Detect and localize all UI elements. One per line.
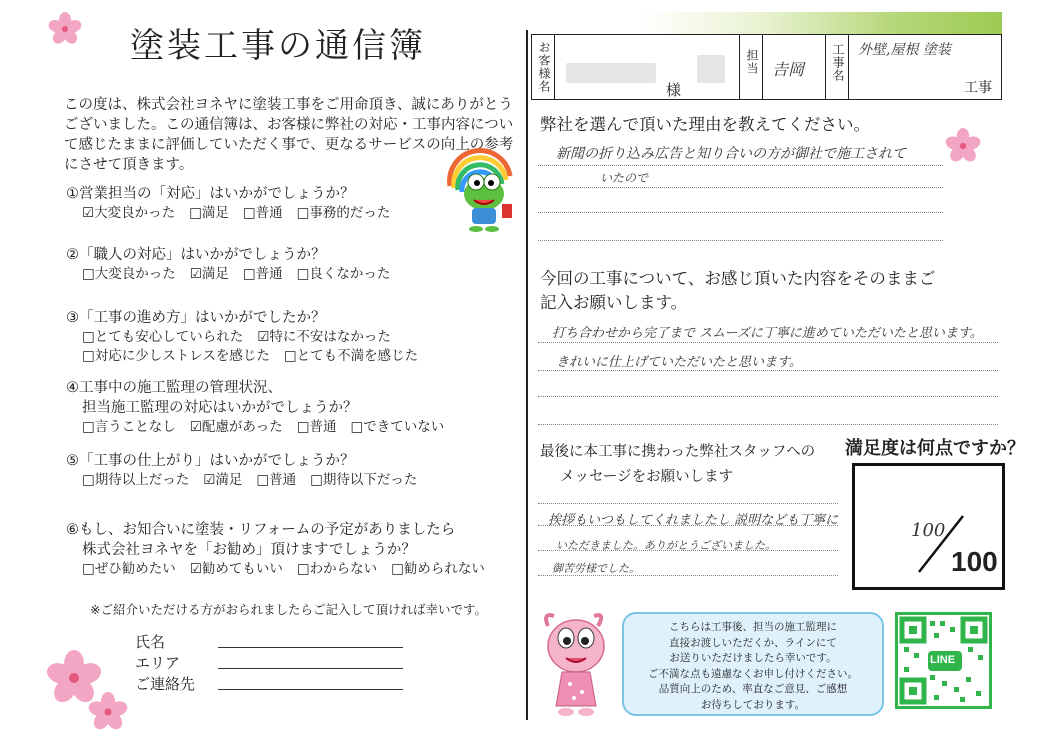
column-divider	[526, 30, 528, 720]
work-suffix: 工事	[964, 80, 992, 96]
contact-field[interactable]	[218, 689, 403, 690]
staff-message-line1: 挨拶もいつもしてくれましたし 説明なども丁寧に	[548, 513, 839, 528]
option-q6-3[interactable]: □わからない	[296, 561, 378, 577]
bubble-line: 直接お渡しいただくか、ラインにて	[669, 636, 837, 649]
question-3: ③「工事の進め方」はいかがでしたか？	[66, 310, 326, 326]
line-qr-code[interactable]	[895, 612, 992, 709]
option-q1-2[interactable]: □満足	[189, 205, 229, 221]
bubble-line: お送りいただけましたら幸いです。	[669, 652, 837, 664]
referral-note: ※ご紹介いただける方がおられましたらご記入して頂ければ幸いです。	[90, 602, 487, 617]
bubble-line: お待ちしております。	[700, 698, 806, 711]
score-max: 100	[951, 546, 998, 577]
intro-text: この度は、株式会社ヨネヤに塗装工事をご用命頂き、誠にありがとうございました。この通信簿は、お客様に弊社の対応・工事内容について感じたままに評価していただく事で、更なるサービスの向上の参考にさせて頂きます。	[64, 97, 514, 173]
bubble-line: 品質向上のため、率直なご意見、ご感想	[658, 683, 848, 695]
header-table	[531, 34, 1002, 100]
option-q3-4[interactable]: □とても不満を感じた	[283, 348, 419, 364]
impression-question-line2: 記入お願いします。	[540, 293, 688, 312]
score-box	[852, 463, 1005, 590]
area-field[interactable]	[218, 668, 403, 669]
option-q5-2[interactable]: ☑満足	[203, 472, 243, 488]
question-4: ④工事中の施工監理の管理状況、	[66, 380, 282, 396]
option-q4-2[interactable]: ☑配慮があった	[189, 419, 283, 435]
staff-message-question-line1: 最後に本工事に携わった弊社スタッフへの	[540, 444, 816, 460]
qr-line-label: LINE	[930, 654, 956, 666]
option-q4-3[interactable]: □普通	[296, 419, 337, 435]
question-6-line2: 株式会社ヨネヤを「お勧め」頂けますでしょうか？	[82, 542, 416, 558]
bubble-line: ご不満な点も遠慮なくお申し付けください。	[648, 667, 858, 680]
message-bubble	[622, 612, 884, 716]
sakura-flower-icon	[945, 128, 981, 164]
question-4-line2: 担当施工監理の対応はいかがでしょうか？	[82, 400, 358, 416]
reason-question: 弊社を選んで頂いた理由を教えてください。	[540, 115, 870, 134]
option-q3-1[interactable]: □とても安心していられた	[82, 329, 244, 345]
question-2: ②「職人の対応」はいかがでしょうか？	[66, 247, 326, 263]
option-q1-1[interactable]: ☑大変良かった	[82, 205, 176, 221]
option-q6-1[interactable]: □ぜひ勧めたい	[82, 561, 176, 577]
option-q2-2[interactable]: ☑満足	[189, 266, 229, 282]
area-label: エリア	[135, 654, 181, 672]
option-q2-1[interactable]: □大変良かった	[82, 266, 176, 282]
customer-name-blurred	[697, 55, 725, 83]
staff-message-question-line2: メッセージをお願いします	[560, 469, 734, 485]
page-title: 塗装工事の通信簿	[130, 26, 426, 66]
impression-answer-line2: きれいに仕上げていただいたと思います。	[556, 355, 802, 370]
name-field[interactable]	[218, 647, 403, 648]
reason-answer-line1: 新聞の折り込み広告と知り合いの方が御社で施工されて	[556, 146, 906, 162]
work-label: 工事名	[831, 43, 845, 82]
staff-message-line2: いただきました。ありがとうございました。	[556, 539, 776, 552]
option-q6-4[interactable]: □勧められない	[391, 561, 485, 577]
impression-answer-line1: 打ち合わせから完了まで スムーズに丁寧に進めていただいたと思います。	[552, 326, 983, 341]
customer-label: お客様名	[537, 41, 551, 93]
satisfaction-question: 満足度は何点ですか？	[845, 438, 1025, 459]
impression-question-line1: 今回の工事について、お感じ頂いた内容をそのままご	[540, 269, 936, 288]
customer-name-blurred	[566, 63, 656, 83]
sakura-flower-icon	[48, 12, 82, 46]
staff-label: 担当	[745, 49, 759, 75]
option-q4-1[interactable]: □言うことなし	[82, 419, 176, 435]
option-q6-2[interactable]: ☑勧めてもいい	[189, 561, 283, 577]
question-1: ①営業担当の「対応」はいかがでしょうか？	[66, 186, 355, 202]
work-name: 外壁,屋根 塗装	[858, 42, 951, 58]
sama-label: 様	[666, 81, 682, 99]
score-handwritten: 100	[911, 520, 946, 541]
option-q5-1[interactable]: □期待以上だった	[82, 472, 190, 488]
option-q5-4[interactable]: □期待以下だった	[310, 472, 418, 488]
question-5: ⑤「工事の仕上がり」はいかがでしょうか？	[66, 453, 355, 469]
option-q5-3[interactable]: □普通	[256, 472, 297, 488]
staff-message-line3: 御苦労様でした。	[552, 562, 640, 575]
staff-name: 𠮷岡	[772, 60, 805, 79]
reason-answer-line2: いたので	[600, 171, 649, 185]
name-label: 氏名	[135, 633, 166, 651]
option-q4-4[interactable]: □できていない	[350, 419, 445, 435]
contact-label: ご連絡先	[135, 675, 196, 693]
pink-mascot-icon	[536, 608, 618, 720]
option-q2-4[interactable]: □良くなかった	[296, 266, 391, 282]
sakura-flower-icon	[88, 692, 128, 732]
bubble-line: こちらは工事後、担当の施工監理に	[669, 621, 837, 633]
frog-mascot-icon	[440, 146, 522, 234]
option-q1-3[interactable]: □普通	[242, 205, 283, 221]
option-q3-3[interactable]: □対応に少しストレスを感じた	[82, 348, 270, 364]
question-6: ⑥もし、お知合いに塗装・リフォームの予定がありましたら	[66, 522, 456, 538]
option-q2-3[interactable]: □普通	[242, 266, 283, 282]
option-q1-4[interactable]: □事務的だった	[296, 205, 391, 221]
option-q3-2[interactable]: ☑特に不安はなかった	[257, 329, 391, 345]
